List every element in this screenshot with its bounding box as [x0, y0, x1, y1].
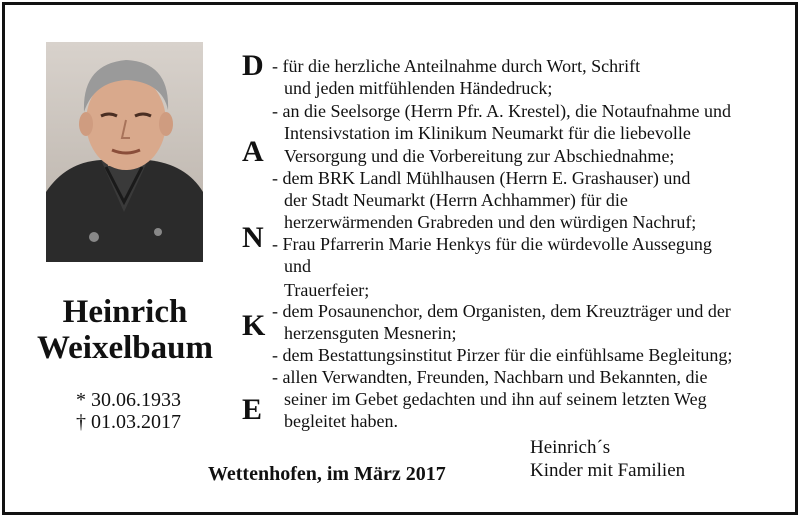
- thanks-line: herzensguten Mesnerin;: [284, 323, 457, 343]
- thanks-line: herzerwärmenden Grabreden und den würdigen Nachruf;: [284, 212, 697, 232]
- acrostic-letter-e: E: [242, 393, 263, 426]
- portrait-photo: [46, 42, 203, 262]
- thanks-line: - allen Verwandten, Freunden, Nachbarn und Bekannten, die: [272, 367, 708, 387]
- thanks-line: - an die Seelsorge (Herrn Pfr. A. Krestel), die Notaufnahme und: [272, 101, 732, 121]
- thanks-line: der Stadt Neumarkt (Herrn Achhammer) für die: [284, 190, 628, 210]
- thanks-line: begleitet haben.: [284, 411, 398, 431]
- deceased-last-name: Weixelbaum: [36, 330, 213, 366]
- portrait-icon: [46, 42, 203, 262]
- signature-line-2: Kinder mit Familien: [530, 460, 686, 481]
- thanks-line: und jeden mitfühlenden Händedruck;: [284, 78, 553, 98]
- acrostic-letter-a: A: [242, 135, 264, 168]
- thanks-line: Intensivstation im Klinikum Neumarkt für die liebevolle: [284, 123, 691, 143]
- thanks-line: seiner im Gebet gedachten und ihn auf seinem letzten Weg: [284, 389, 707, 409]
- thanks-line: - dem Bestattungsinstitut Pirzer für die einfühlsame Begleitung;: [272, 345, 733, 365]
- thanks-line: - dem Posaunenchor, dem Organisten, dem Kreuzträger und der: [272, 301, 731, 321]
- thanks-line: und: [284, 256, 311, 276]
- acrostic-letter-n: N: [242, 221, 264, 254]
- thanks-line: - dem BRK Landl Mühlhausen (Herrn E. Grashauser) und: [272, 168, 691, 188]
- acrostic-letter-k: K: [242, 309, 266, 342]
- birth-date: * 30.06.1933: [76, 389, 181, 411]
- thanks-line: - für die herzliche Anteilnahme durch Wort, Schrift: [272, 56, 641, 76]
- death-date: † 01.03.2017: [76, 411, 181, 433]
- thanks-line: Trauerfeier;: [284, 280, 370, 300]
- place-and-date: Wettenhofen, im März 2017: [208, 463, 446, 485]
- thanks-line: Versorgung und die Vorbereitung zur Abschiednahme;: [284, 146, 675, 166]
- thanks-line: - Frau Pfarrerin Marie Henkys für die würdevolle Aussegung: [272, 234, 712, 254]
- deceased-first-name: Heinrich: [62, 294, 188, 330]
- acrostic-letter-d: D: [242, 49, 264, 82]
- signature-line-1: Heinrich´s: [530, 437, 611, 458]
